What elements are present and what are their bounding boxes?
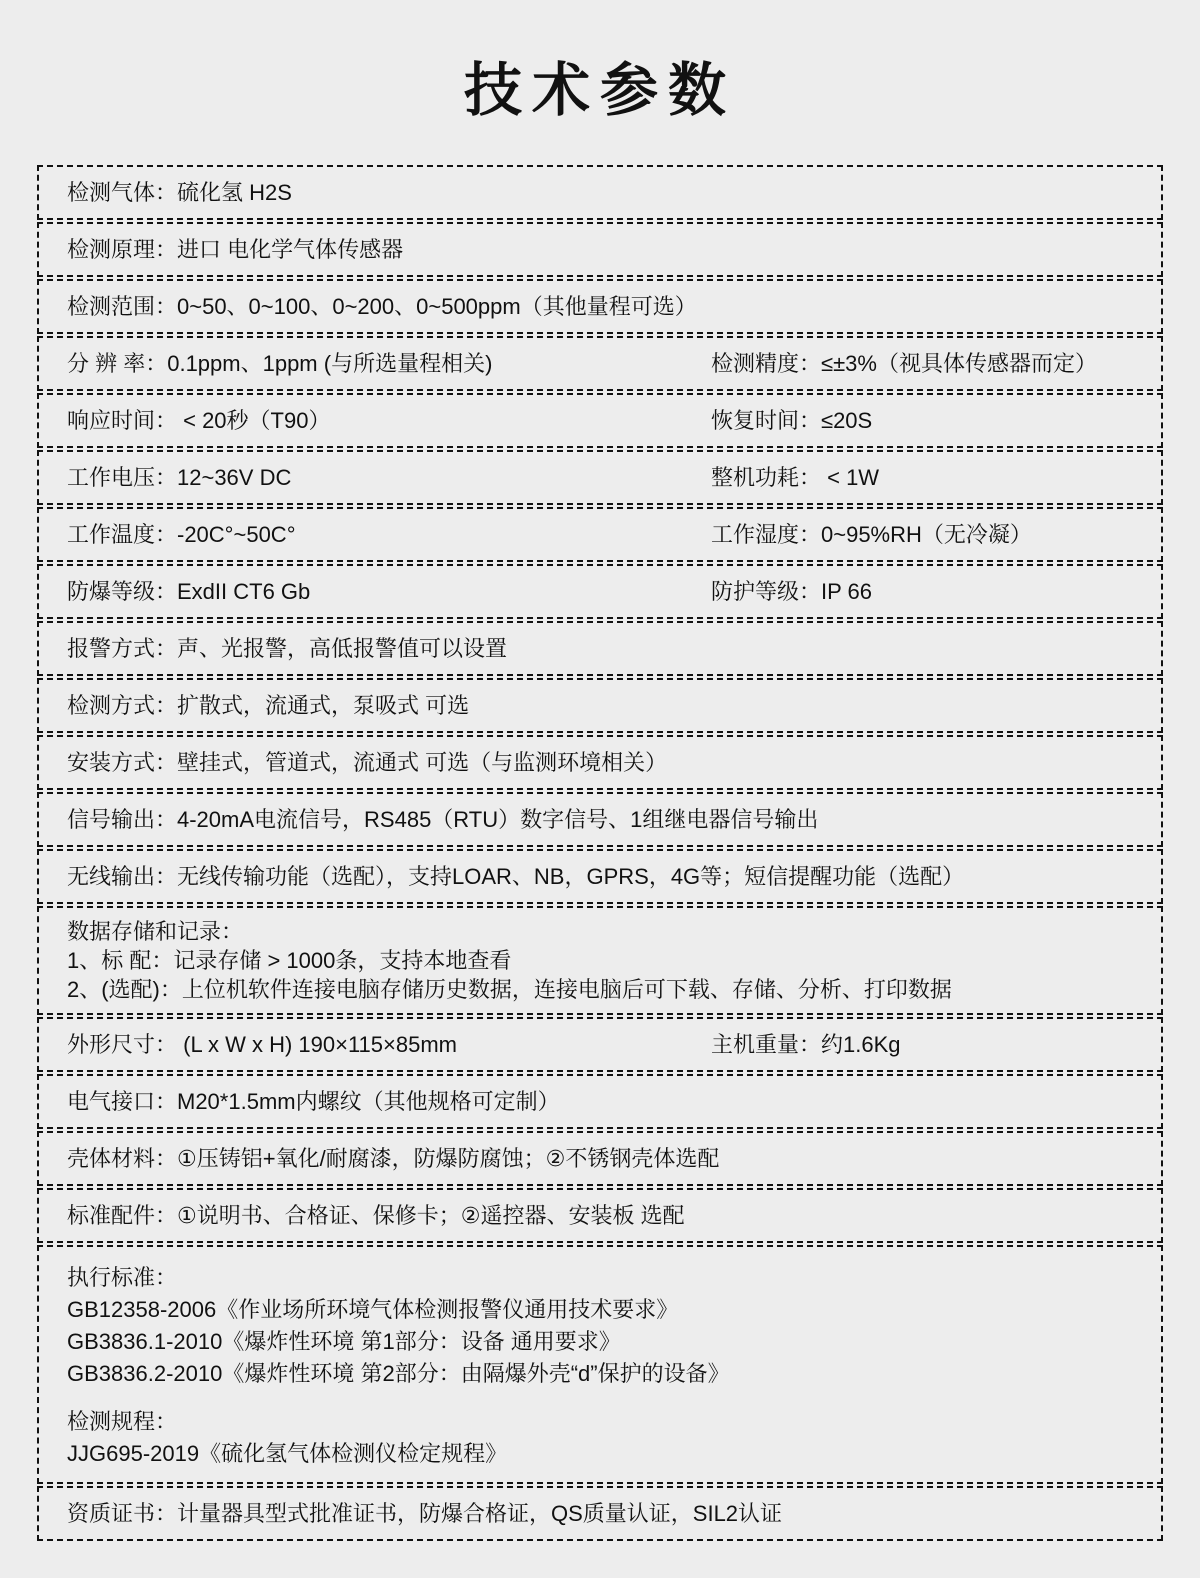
executed-standards-block [67,1262,1133,1390]
spec-text-response-time: 响应时间： < 20秒（T90） [67,408,331,433]
spec-text-certificates: 资质证书：计量器具型式批准证书，防爆合格证，QS质量认证，SIL2认证 [67,1501,783,1526]
spec-row-wireless-output [37,849,1163,904]
spec-text-detection-mode: 检测方式：扩散式，流通式，泵吸式 可选 [67,693,470,718]
spec-line-data-storage-optional: 2、(选配)：上位机软件连接电脑存储历史数据，连接电脑后可下载、存储、分析、打印数据 [67,977,952,1002]
spec-text-alarm-mode: 报警方式：声、光报警，高低报警值可以设置 [67,636,508,661]
spec-text-accuracy: 检测精度：≤±3%（视具体传感器而定） [711,351,1097,376]
spec-row-voltage-power [37,450,1163,505]
spec-line-standard-gb3836-1: GB3836.1-2010《爆炸性环境 第1部分：设备 通用要求》 [67,1329,621,1354]
spec-text-electrical-interface: 电气接口：M20*1.5mm内螺纹（其他规格可定制） [67,1089,560,1114]
spec-text-standard-accessories: 标准配件：①说明书、合格证、保修卡；②遥控器、安装板 选配 [67,1203,685,1228]
spec-text-working-humidity: 工作湿度：0~95%RH（无冷凝） [711,522,1032,547]
spec-line-standard-gb12358: GB12358-2006《作业场所环境气体检测报警仪通用技术要求》 [67,1297,679,1322]
spec-row-signal-output [37,792,1163,847]
spec-row-response-recovery [37,393,1163,448]
spec-row-data-storage [37,906,1163,1015]
spec-text-resolution: 分 辨 率：0.1ppm、1ppm (与所选量程相关) [67,351,493,376]
spec-row-housing-material [37,1131,1163,1186]
spec-text-signal-output: 信号输出：4-20mA电流信号，RS485（RTU）数字信号、1组继电器信号输出 [67,807,819,832]
spec-row-explosionproof-protection [37,564,1163,619]
spec-text-installation-mode: 安装方式：壁挂式，管道式，流通式 可选（与监测环境相关） [67,750,668,775]
spec-row-alarm-mode [37,621,1163,676]
spec-row-temperature-humidity [37,507,1163,562]
spec-text-detection-range: 检测范围：0~50、0~100、0~200、0~500ppm（其他量程可选） [67,294,697,319]
spec-row-installation-mode [37,735,1163,790]
spec-line-regulation-jjg695: JJG695-2019《硫化氢气体检测仪检定规程》 [67,1441,508,1466]
spec-row-electrical-interface [37,1074,1163,1129]
spec-text-protection-grade: 防护等级：IP 66 [711,579,872,604]
spec-text-power-consumption: 整机功耗： < 1W [711,465,880,490]
spec-text-explosionproof-grade: 防爆等级：ExdII CT6 Gb [67,579,311,604]
spec-row-detection-principle [37,222,1163,277]
spec-row-certificates [37,1486,1163,1541]
spec-text-weight: 主机重量：约1.6Kg [711,1032,901,1057]
spec-line-data-storage-title: 数据存储和记录： [67,919,244,944]
spec-row-resolution-accuracy [37,336,1163,391]
spec-text-working-voltage: 工作电压：12~36V DC [67,465,292,490]
spec-row-detection-range [37,279,1163,334]
inspection-regulation-block [67,1406,1133,1470]
spec-text-recovery-time: 恢复时间：≤20S [711,408,873,433]
spec-text-detection-gas: 检测气体：硫化氢 H2S [67,180,292,205]
spec-text-detection-principle: 检测原理：进口 电化学气体传感器 [67,237,404,262]
spec-line-standard-gb3836-2: GB3836.2-2010《爆炸性环境 第2部分：由隔爆外壳“d”保护的设备》 [67,1361,730,1386]
spec-text-dimensions: 外形尺寸： (L x W x H) 190×115×85mm [67,1032,457,1057]
page-title: 技术参数 [463,58,736,123]
spec-text-working-temperature: 工作温度：-20C°~50C° [67,522,296,547]
spec-row-standard-accessories [37,1188,1163,1243]
spec-line-regulation-title: 检测规程： [67,1409,178,1434]
spec-table [37,165,1163,1541]
spec-text-wireless-output: 无线输出：无线传输功能（选配），支持LOAR、NB，GPRS，4G等；短信提醒功能（选配） [67,864,965,889]
spec-row-dimensions-weight [37,1017,1163,1072]
spec-row-standards [37,1245,1163,1484]
spec-row-detection-gas [37,165,1163,220]
spec-row-detection-mode [37,678,1163,733]
spec-line-data-storage-standard: 1、标 配：记录存储 > 1000条，支持本地查看 [67,948,512,973]
spec-line-standards-title: 执行标准： [67,1265,178,1290]
spec-text-housing-material: 壳体材料：①压铸铝+氧化/耐腐漆，防爆防腐蚀；②不锈钢壳体选配 [67,1146,720,1171]
